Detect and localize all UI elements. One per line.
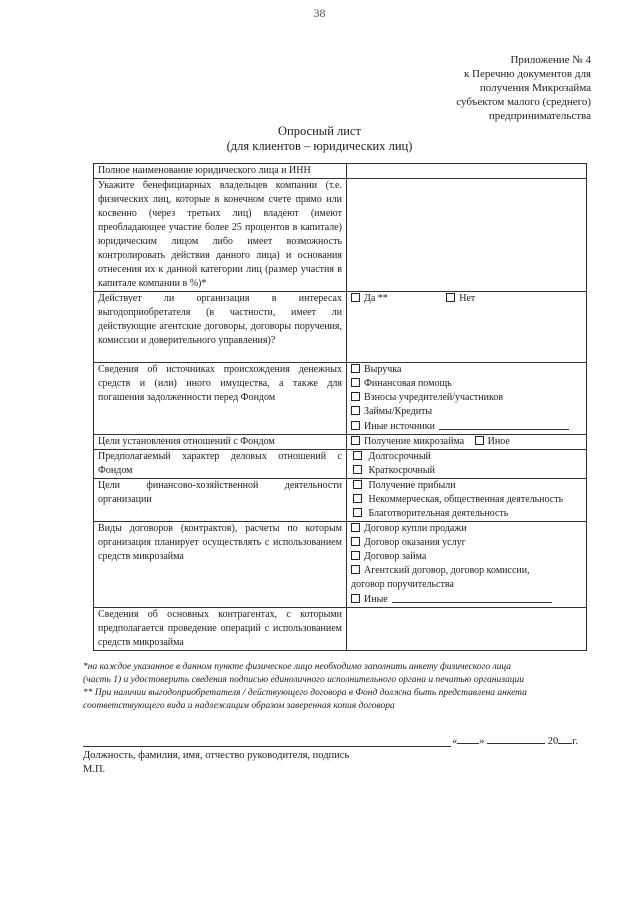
table-row (94, 479, 587, 522)
fill-line[interactable] (439, 419, 569, 430)
option-label: Договор купли продажи (364, 523, 467, 534)
question-cell: Сведения об источниках происхождения денежных средств и (или) иного имущества, а также для погашения задолженности перед Фондом (94, 363, 347, 435)
day-blank[interactable] (457, 743, 479, 744)
question-cell: Полное наименование юридического лица и ИНН (94, 164, 347, 179)
option-label: Выручка (364, 364, 402, 375)
checkbox-icon[interactable] (475, 436, 484, 445)
checkbox-icon[interactable] (351, 421, 360, 430)
question-cell: Цели установления отношений с Фондом (94, 435, 347, 450)
appendix-note (391, 53, 591, 123)
answer-cell (347, 479, 587, 522)
footnote-line: ** При наличии выгодоприобретателя / действующего договора в Фонд должна быть представлена анкета (83, 688, 527, 698)
footnote-line: *на каждое указанное в данном пункте физическое лицо необходимо заполнить анкету физического лица (83, 662, 511, 672)
checkbox-icon[interactable] (351, 392, 360, 401)
option-agency-contract-cont: договор поручительства (351, 579, 454, 590)
title-main: Опросный лист (278, 124, 361, 138)
checkbox-icon[interactable] (351, 565, 360, 574)
checkbox-icon[interactable] (353, 494, 362, 503)
option-microloan[interactable] (351, 436, 464, 447)
answer-cell (347, 292, 587, 363)
checkbox-icon[interactable] (351, 551, 360, 560)
fill-line[interactable] (392, 592, 552, 603)
option-non-commercial[interactable] (351, 493, 582, 507)
checkbox-icon[interactable] (351, 537, 360, 546)
option-contributions[interactable] (351, 391, 582, 405)
table-row (94, 435, 587, 450)
date-field (452, 736, 578, 747)
signature-label (83, 749, 349, 777)
signature-caption: Должность, фамилия, имя, отчество руководителя, подпись (83, 750, 350, 761)
checkbox-icon[interactable] (446, 293, 455, 302)
footnote-line: соответствующего вида и надлежащим образом заверенная копия договора (83, 701, 395, 711)
question-cell: Действует ли организация в интересах выгодоприобретателя (в частности, имеет ли действующие агентские договоры, договоры поручения, комиссии и доверительного управления)? (94, 292, 347, 363)
question-cell: Укажите бенефициарных владельцев компании (т.е. физических лиц, которые в конечном счете прямо или косвенно (через третьих лиц) владеют (имеют преобладающее участие более 25 процентов в капитале) юридическим лицом либо имеет возможность контролировать действия данного лица) и основания отнесения их к данной категории лиц (размер участия в капитале компании в %)* (94, 179, 347, 292)
option-label: Иное (487, 436, 510, 447)
appendix-line: Приложение № 4 (510, 54, 591, 66)
option-label: Нет (459, 293, 476, 304)
seal-label: М.П. (83, 764, 106, 775)
checkbox-icon[interactable] (353, 480, 362, 489)
option-service-contract[interactable] (351, 536, 582, 550)
footnote-line: (часть 1) и удостоверить сведения подписью единоличного исполнительного органа и печатью организации (83, 675, 524, 685)
table-row (94, 608, 587, 651)
option-label: Взносы учредителей/участников (364, 392, 504, 403)
option-label: Получение прибыли (368, 480, 456, 491)
checkbox-icon[interactable] (353, 451, 362, 460)
table-row (94, 292, 587, 363)
date-close-quote: » (479, 736, 485, 747)
option-other-goal[interactable] (475, 436, 510, 447)
page-number: 38 (313, 6, 326, 20)
option-label: Иные источники (364, 421, 435, 432)
answer-cell (347, 522, 587, 608)
option-no[interactable] (446, 293, 475, 304)
option-revenue[interactable] (351, 363, 582, 377)
answer-cell (347, 435, 587, 450)
checkbox-icon[interactable] (351, 293, 360, 302)
checkbox-icon[interactable] (351, 406, 360, 415)
option-other-sources[interactable] (351, 419, 582, 434)
option-label: Иные (364, 594, 388, 605)
option-profit[interactable] (351, 479, 582, 493)
answer-cell (347, 450, 587, 479)
year-suffix: г. (572, 736, 578, 747)
checkbox-icon[interactable] (351, 594, 360, 603)
option-label: Финансовая помощь (364, 378, 452, 389)
answer-cell[interactable] (347, 179, 587, 292)
table-row (94, 450, 587, 479)
appendix-line: получения Микрозайма (479, 82, 591, 94)
option-label: Договор оказания услуг (364, 537, 466, 548)
checkbox-icon[interactable] (351, 378, 360, 387)
year-prefix: 20 (547, 736, 559, 747)
option-yes[interactable] (351, 293, 388, 304)
option-agency-contract[interactable] (351, 564, 582, 578)
option-label: Договор займа (364, 551, 427, 562)
checkbox-icon[interactable] (353, 465, 362, 474)
option-label: Некоммерческая, общественная деятельность (368, 494, 564, 505)
checkbox-icon[interactable] (353, 508, 362, 517)
footnotes (83, 661, 593, 713)
appendix-line: к Перечню документов для (463, 68, 591, 80)
question-cell: Цели финансово-хозяйственной деятельности организации (94, 479, 347, 522)
answer-cell[interactable] (347, 608, 587, 651)
checkbox-icon[interactable] (351, 436, 360, 445)
option-label: Краткосрочный (368, 465, 435, 476)
question-cell: Предполагаемый характер деловых отношений с Фондом (94, 450, 347, 479)
appendix-line: предпринимательства (488, 110, 591, 122)
option-sale-contract[interactable] (351, 522, 582, 536)
document-title (0, 124, 639, 154)
table-row (94, 164, 587, 179)
date-open-quote: « (452, 736, 458, 747)
answer-cell (347, 363, 587, 435)
checkbox-icon[interactable] (351, 523, 360, 532)
checkbox-icon[interactable] (351, 364, 360, 373)
option-charity[interactable] (351, 507, 582, 521)
table-row (94, 522, 587, 608)
option-loans[interactable] (351, 405, 582, 419)
appendix-line: субъектом малого (среднего) (456, 96, 591, 108)
option-financial-aid[interactable] (351, 377, 582, 391)
month-blank[interactable] (487, 743, 545, 744)
table-row (94, 179, 587, 292)
option-loan-contract[interactable] (351, 550, 582, 564)
question-cell: Виды договоров (контрактов), расчеты по которым организация планирует осуществлять с использованием средств микрозайма (94, 522, 347, 608)
year-blank[interactable] (558, 743, 572, 744)
option-label: Агентский договор, договор комиссии, (364, 565, 530, 576)
table-row (94, 363, 587, 435)
option-label: Получение микрозайма (364, 436, 465, 447)
question-cell: Сведения об основных контрагентах, с которыми предполагается проведение операций с использованием средств микрозайма (94, 608, 347, 651)
questionnaire-table (93, 163, 587, 651)
signature-line[interactable] (83, 745, 451, 747)
title-sub: (для клиентов – юридических лиц) (226, 139, 413, 153)
option-label: Благотворительная деятельность (368, 508, 509, 519)
answer-cell[interactable] (347, 164, 587, 179)
option-label: Да ** (364, 293, 388, 304)
option-label: Займы/Кредиты (364, 406, 433, 417)
option-label: Долгосрочный (368, 451, 431, 462)
option-long-term[interactable] (351, 450, 582, 464)
option-short-term[interactable] (351, 464, 582, 478)
option-other-contracts[interactable] (351, 592, 582, 607)
